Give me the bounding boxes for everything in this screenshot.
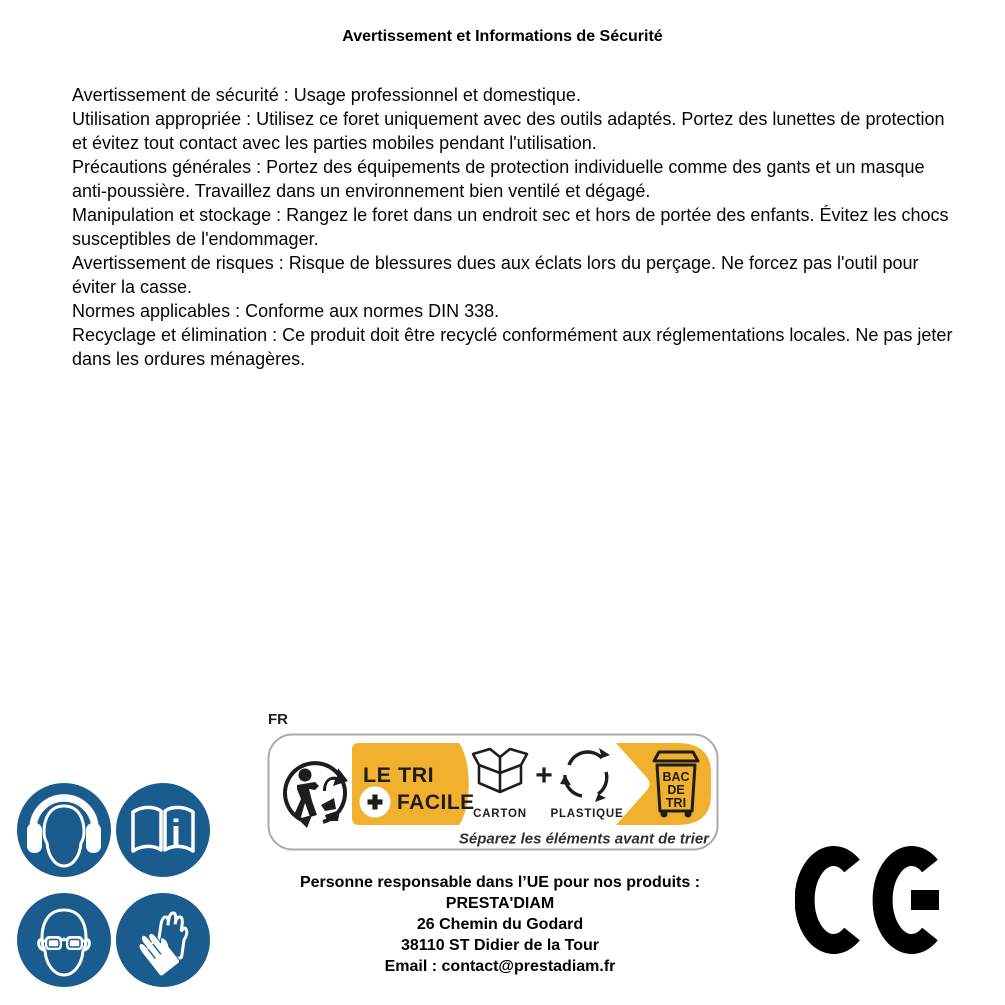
wear-protective-gloves-icon — [115, 892, 211, 988]
materials-separator: + — [535, 759, 553, 792]
page-title: Avertissement et Informations de Sécurité — [342, 28, 663, 45]
address-line1: 26 Chemin du Godard — [416, 916, 584, 933]
headline-line1: LE TRI — [363, 763, 435, 787]
material-label-carton: CARTON — [473, 808, 527, 820]
bin-label-line2: DE — [667, 783, 685, 797]
company-name: PRESTA'DIAM — [445, 895, 555, 912]
country-code-label: FR — [268, 711, 288, 728]
wear-ear-protection-icon — [16, 782, 112, 878]
safety-paragraph: Avertissement de sécurité : Usage professionnel et domestique. — [72, 85, 581, 105]
info-tri-recycling-label — [267, 733, 719, 851]
headline-line2: FACILE — [397, 791, 475, 814]
material-label-plastique: PLASTIQUE — [550, 808, 624, 820]
safety-paragraph: Utilisation appropriée : Utilisez ce foret uniquement avec des outils adaptés. Portez des lunettes de protection et évitez tout contact avec les parties mobiles pendant l'utilisation. — [72, 109, 945, 153]
safety-paragraph: Manipulation et stockage : Rangez le foret dans un endroit sec et hors de portée des enfants. Évitez les chocs susceptibles de l'endommager. — [72, 205, 949, 249]
address-line2: 38110 ST Didier de la Tour — [401, 937, 599, 954]
safety-paragraph: Précautions générales : Portez des équipements de protection individuelle comme des gants et un masque anti-poussière. Travaillez dans un environnement bien ventilé et dégagé. — [72, 157, 925, 201]
contact-email: Email : contact@prestadiam.fr — [384, 958, 616, 975]
bin-label-line1: BAC — [662, 770, 690, 784]
safety-paragraph: Normes applicables : Conforme aux normes DIN 338. — [72, 301, 500, 321]
safety-text — [72, 83, 954, 371]
label-tagline: Séparez les éléments avant de trier — [458, 830, 709, 848]
responsible-person-line: Personne responsable dans l’UE pour nos produits : — [299, 874, 701, 891]
ce-marking-icon — [795, 843, 945, 962]
safety-paragraph: Avertissement de risques : Risque de blessures dues aux éclats lors du perçage. Ne forcez pas l'outil pour éviter la casse. — [72, 253, 919, 297]
wear-eye-protection-icon — [16, 892, 112, 988]
responsible-person-block — [250, 872, 750, 977]
svg-text:i: i — [170, 812, 182, 853]
bin-label-line3: TRI — [665, 796, 687, 810]
read-instruction-manual-icon — [115, 782, 211, 878]
safety-paragraph: Recyclage et élimination : Ce produit doit être recyclé conformément aux réglementations locales. Ne pas jeter dans les ordures ménagères. — [72, 325, 953, 369]
